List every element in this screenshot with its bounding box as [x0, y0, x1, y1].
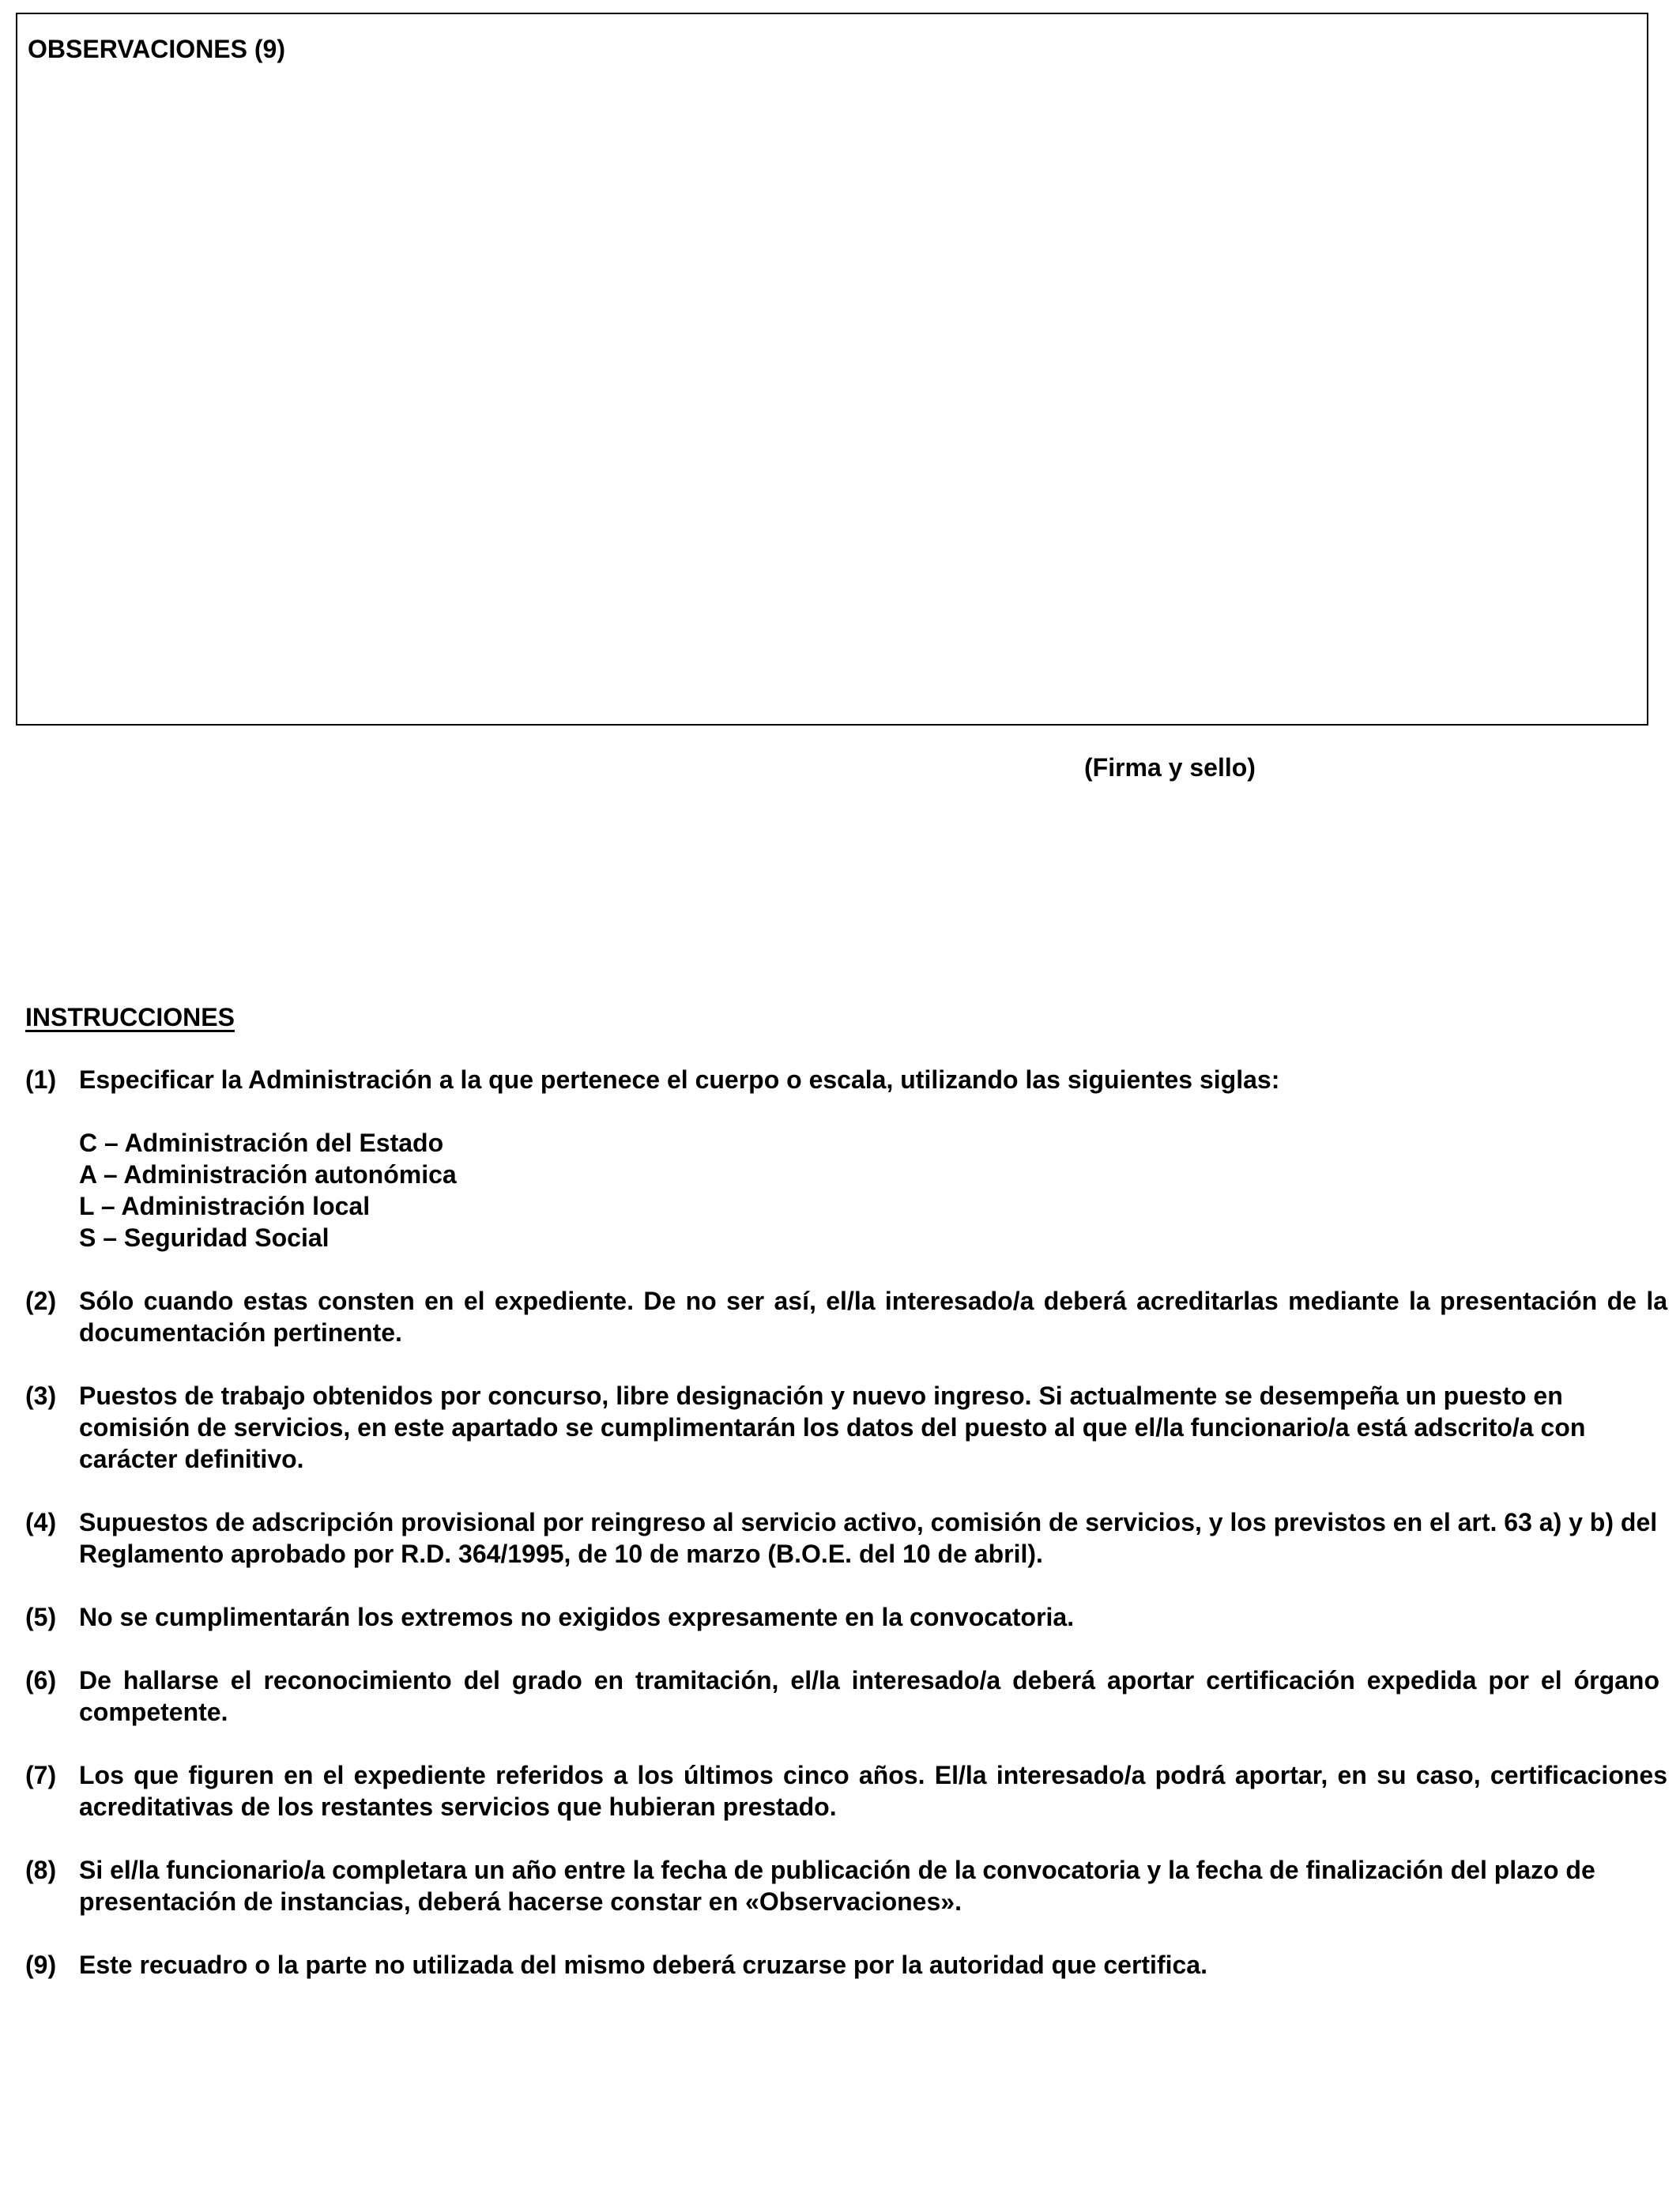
sigla-item: L – Administración local	[79, 1192, 371, 1220]
sigla-item: S – Seguridad Social	[79, 1223, 330, 1252]
observaciones-title: OBSERVACIONES (9)	[28, 35, 285, 63]
instruccion-number: (4)	[25, 1508, 57, 1536]
instruccion-number: (6)	[25, 1666, 57, 1695]
instruccion-3	[25, 1380, 1667, 1475]
instruccion-text: Este recuadro o la parte no utilizada del mismo deberá cruzarse por la autoridad que certifica.	[79, 1951, 1207, 1979]
instruccion-9	[25, 1949, 1667, 1981]
sigla-item: C – Administración del Estado	[79, 1129, 444, 1157]
instruccion-7	[25, 1759, 1667, 1823]
instruccion-1	[25, 1064, 1667, 1253]
instruccion-number: (5)	[25, 1603, 57, 1631]
instruccion-5	[25, 1601, 1667, 1633]
siglas-list	[79, 1127, 1667, 1253]
instruccion-8	[25, 1854, 1667, 1917]
instruccion-number: (2)	[25, 1287, 57, 1315]
instruccion-text: No se cumplimentarán los extremos no exigidos expresamente en la convocatoria.	[79, 1603, 1075, 1631]
instruccion-number: (9)	[25, 1951, 57, 1979]
instruccion-text: Sólo cuando estas consten en el expediente. De no ser así, el/la interesado/a deberá acreditarlas mediante la presentación de la documentación pertinente.	[79, 1287, 1667, 1347]
instruccion-4	[25, 1506, 1667, 1570]
instruccion-6	[25, 1664, 1667, 1728]
instruccion-text: Especificar la Administración a la que pertenece el cuerpo o escala, utilizando las siguientes siglas:	[79, 1065, 1280, 1094]
sigla-item: A – Administración autonómica	[79, 1160, 457, 1189]
instruccion-text: Si el/la funcionario/a completara un año entre la fecha de publicación de la convocatoria y la fecha de finalización del plazo de presentación de instancias, deberá hacerse constar en «Observaciones».	[79, 1856, 1595, 1916]
instruccion-number: (1)	[25, 1065, 57, 1094]
instruccion-text: Supuestos de adscripción provisional por reingreso al servicio activo, comisión de servicios, y los previstos en el art. 63 a) y b) del Reglamento aprobado por R.D. 364/1995, de 10 de marzo (B.O.E. del 10 de abril).	[79, 1508, 1658, 1568]
instrucciones-title: INSTRUCCIONES	[25, 1003, 235, 1031]
instruccion-text: De hallarse el reconocimiento del grado en tramitación, el/la interesado/a deberá aportar certificación expedida por el órgano competente.	[79, 1666, 1659, 1726]
observaciones-box	[16, 13, 1648, 726]
instruccion-number: (7)	[25, 1761, 57, 1789]
instruccion-number: (3)	[25, 1382, 57, 1410]
instruccion-text: Los que figuren en el expediente referidos a los últimos cinco años. El/la interesado/a podrá aportar, en su caso, certificaciones acreditativas de los restantes servicios que hubieran prestado.	[79, 1761, 1667, 1821]
firma-y-sello-label: (Firma y sello)	[1084, 753, 1256, 782]
instruccion-2	[25, 1285, 1667, 1348]
instrucciones-list	[25, 1064, 1667, 2012]
instruccion-text: Puestos de trabajo obtenidos por concurso, libre designación y nuevo ingreso. Si actualmente se desempeña un puesto en comisión de servicios, en este apartado se cumplimentarán los datos del puesto al que el/la funcionario/a está adscrito/a con carácter definitivo.	[79, 1382, 1586, 1473]
instruccion-number: (8)	[25, 1856, 57, 1884]
